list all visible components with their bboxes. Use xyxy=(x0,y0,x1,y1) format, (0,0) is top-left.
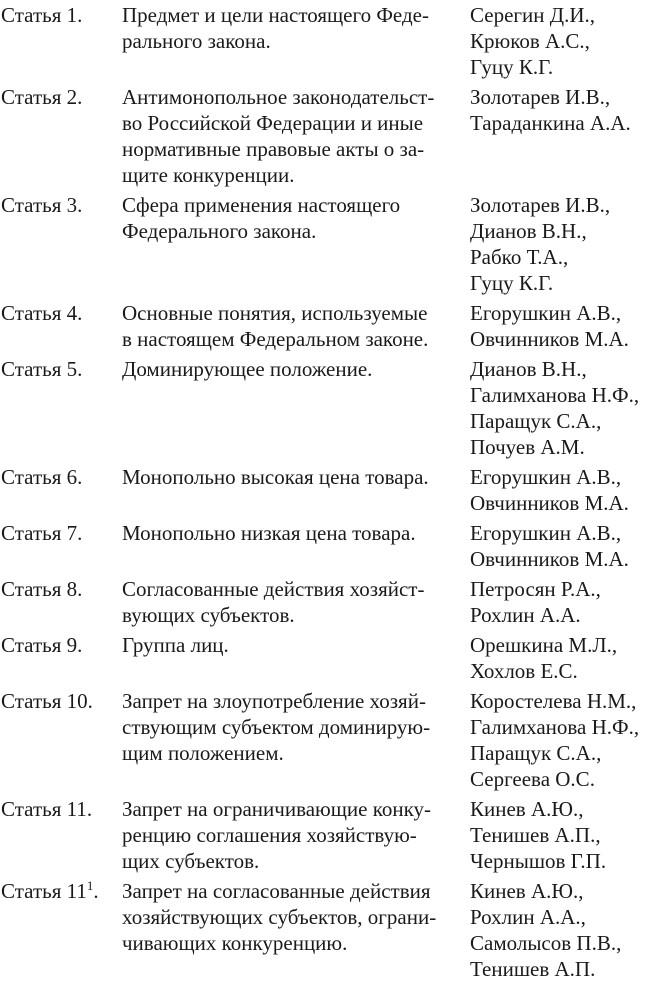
article-authors xyxy=(470,300,652,352)
article-title xyxy=(122,796,470,874)
author-name: Галимханова Н.Ф., xyxy=(470,715,640,739)
title-line: щите конкуренции. xyxy=(122,163,295,187)
title-line: Монопольно высокая цена товара. xyxy=(122,465,429,489)
article-title xyxy=(122,192,470,296)
toc-row xyxy=(1,464,652,516)
article-authors xyxy=(470,84,652,188)
author-name: Овчинников М.А. xyxy=(470,547,629,571)
article-title xyxy=(122,356,470,460)
author-name: Гуцу К.Г. xyxy=(470,271,554,295)
article-title xyxy=(122,84,470,188)
author-name: Овчинников М.А. xyxy=(470,327,629,351)
title-line: хозяйствующих субъектов, ограни- xyxy=(122,905,437,929)
article-number-text: Статья 5. xyxy=(1,357,83,381)
article-number-superscript: 1 xyxy=(86,878,94,893)
article-title xyxy=(122,878,470,982)
author-name: Паращук С.А., xyxy=(470,409,602,433)
author-name: Тенишев А.П. xyxy=(470,957,596,981)
title-line: Запрет на злоупотребление хозяй- xyxy=(122,689,426,713)
author-name: Тенишев А.П., xyxy=(470,823,601,847)
author-name: Орешкина М.Л., xyxy=(470,633,618,657)
article-title xyxy=(122,632,470,684)
title-line: Группа лиц. xyxy=(122,633,229,657)
toc-row xyxy=(1,2,652,80)
author-name: Крюков А.С., xyxy=(470,29,590,53)
article-number-text: Статья 6. xyxy=(1,465,83,489)
article-title xyxy=(122,520,470,572)
title-line: Сфера применения настоящего xyxy=(122,193,401,217)
article-title xyxy=(122,464,470,516)
article-number xyxy=(1,632,122,684)
author-name: Дианов В.Н., xyxy=(470,357,587,381)
article-title xyxy=(122,576,470,628)
author-name: Хохлов Е.С. xyxy=(470,659,578,683)
author-name: Чернышов Г.П. xyxy=(470,849,607,873)
author-name: Галимханова Н.Ф., xyxy=(470,383,640,407)
article-title xyxy=(122,688,470,792)
article-title xyxy=(122,2,470,80)
toc-row xyxy=(1,192,652,296)
article-number-text: Статья 4. xyxy=(1,301,83,325)
article-authors xyxy=(470,576,652,628)
toc-row xyxy=(1,300,652,352)
article-number-text: Статья 11. xyxy=(1,797,93,821)
author-name: Кинев А.Ю., xyxy=(470,879,584,903)
article-authors xyxy=(470,632,652,684)
title-line: во Российской Федерации и иные xyxy=(122,111,424,135)
article-number-text: Статья 7. xyxy=(1,521,83,545)
toc-row xyxy=(1,84,652,188)
author-name: Дианов В.Н., xyxy=(470,219,587,243)
author-name: Кинев А.Ю., xyxy=(470,797,584,821)
article-number-period: . xyxy=(93,879,99,903)
article-authors xyxy=(470,192,652,296)
author-name: Коростелева Н.М., xyxy=(470,689,637,713)
title-line: Предмет и цели настоящего Феде- xyxy=(122,3,429,27)
article-number xyxy=(1,576,122,628)
article-authors xyxy=(470,2,652,80)
title-line: вующих субъектов. xyxy=(122,603,295,627)
author-name: Самолысов П.В., xyxy=(470,931,622,955)
title-line: Запрет на ограничивающие конку- xyxy=(122,797,431,821)
article-number xyxy=(1,300,122,352)
article-number xyxy=(1,464,122,516)
article-number xyxy=(1,192,122,296)
article-number-text: Статья 3. xyxy=(1,193,83,217)
author-name: Петросян Р.А., xyxy=(470,577,601,601)
article-authors xyxy=(470,464,652,516)
article-number-text: Статья 2. xyxy=(1,85,83,109)
contents-table xyxy=(1,2,652,982)
article-number xyxy=(1,878,122,982)
article-authors xyxy=(470,796,652,874)
title-line: чивающих конкуренцию. xyxy=(122,931,348,955)
article-number xyxy=(1,356,122,460)
author-name: Золотарев И.В., xyxy=(470,85,611,109)
title-line: ствующим субъектом доминирую- xyxy=(122,715,431,739)
article-title xyxy=(122,300,470,352)
article-number xyxy=(1,520,122,572)
title-line: Федерального закона. xyxy=(122,219,317,243)
toc-row xyxy=(1,632,652,684)
article-number-text: Статья 10. xyxy=(1,689,93,713)
title-line: Доминирующее положение. xyxy=(122,357,373,381)
title-line: щих субъектов. xyxy=(122,849,260,873)
author-name: Гуцу К.Г. xyxy=(470,55,554,79)
article-number-text: Статья 1. xyxy=(1,3,83,27)
article-number-text: Статья 8. xyxy=(1,577,83,601)
author-name: Сергеева О.С. xyxy=(470,767,595,791)
title-line: Согласованные действия хозяйст- xyxy=(122,577,425,601)
title-line: щим положением. xyxy=(122,741,284,765)
article-number xyxy=(1,2,122,80)
author-name: Рохлин А.А., xyxy=(470,905,586,929)
toc-row xyxy=(1,576,652,628)
toc-row xyxy=(1,356,652,460)
article-number-text: Статья 11 xyxy=(1,879,87,903)
author-name: Рабко Т.А., xyxy=(470,245,569,269)
author-name: Егорушкин А.В., xyxy=(470,521,622,545)
article-number xyxy=(1,84,122,188)
title-line: Основные понятия, используемые xyxy=(122,301,428,325)
author-name: Серегин Д.И., xyxy=(470,3,595,27)
title-line: Антимонопольное законодательст- xyxy=(122,85,435,109)
title-line: нормативные правовые акты о за- xyxy=(122,137,425,161)
article-number xyxy=(1,688,122,792)
article-number-text: Статья 9. xyxy=(1,633,83,657)
article-authors xyxy=(470,878,652,982)
toc-row xyxy=(1,688,652,792)
article-number xyxy=(1,796,122,874)
article-authors xyxy=(470,356,652,460)
toc-row xyxy=(1,796,652,874)
title-line: Запрет на согласованные действия xyxy=(122,879,431,903)
title-line: рального закона. xyxy=(122,29,271,53)
title-line: Монопольно низкая цена товара. xyxy=(122,521,416,545)
toc-row xyxy=(1,520,652,572)
author-name: Егорушкин А.В., xyxy=(470,465,622,489)
toc-row xyxy=(1,878,652,982)
author-name: Паращук С.А., xyxy=(470,741,602,765)
author-name: Овчинников М.А. xyxy=(470,491,629,515)
author-name: Тараданкина А.А. xyxy=(470,111,631,135)
author-name: Почуев А.М. xyxy=(470,435,585,459)
title-line: в настоящем Федеральном законе. xyxy=(122,327,429,351)
author-name: Рохлин А.А. xyxy=(470,603,581,627)
article-authors xyxy=(470,520,652,572)
article-authors xyxy=(470,688,652,792)
author-name: Егорушкин А.В., xyxy=(470,301,622,325)
author-name: Золотарев И.В., xyxy=(470,193,611,217)
title-line: ренцию соглашения хозяйствую- xyxy=(122,823,417,847)
